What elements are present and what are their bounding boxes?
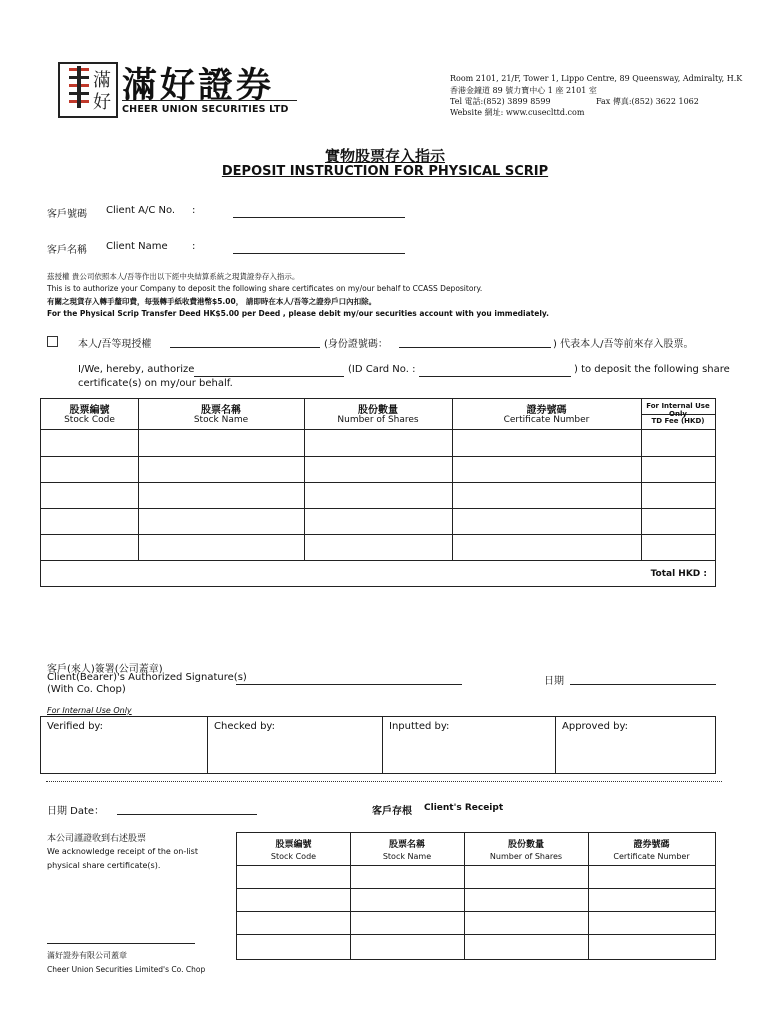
client-name-label-zh: 客戶名稱	[47, 245, 87, 256]
header-shares-en: Number of Shares	[337, 415, 419, 425]
total-hkd-label: Total HKD :	[650, 569, 707, 579]
internal-use-label: For Internal Use Only	[47, 706, 132, 715]
header-stock-name-en: Stock Name	[193, 415, 249, 425]
receipt-title-zh: 客戶存根	[372, 806, 412, 817]
client-name-field[interactable]	[233, 241, 405, 254]
declaration-en-line2: certificate(s) on my/our behalf.	[78, 378, 233, 389]
receipt-title-en: Client's Receipt	[424, 803, 504, 813]
receipt-ack-en1: We acknowledge receipt of the on-list	[47, 847, 198, 856]
signature-field[interactable]	[236, 672, 462, 685]
receipt-header-name-zh: 股票名稱	[388, 840, 425, 850]
receipt-header-shares-zh: 股份數量	[507, 840, 544, 850]
header-shares-zh: 股份數量	[358, 405, 398, 416]
authorized-person-field-en[interactable]	[194, 364, 344, 377]
header-cert-zh: 證券號碼	[526, 405, 567, 416]
website: Website 網址: www.cuseclttd.com	[450, 108, 585, 117]
declaration-en-end: ) to deposit the following share	[574, 364, 730, 375]
signature-chop-label: (With Co. Chop)	[47, 684, 126, 695]
receipt-date-field[interactable]	[117, 802, 257, 815]
tear-line	[46, 781, 722, 782]
company-logo-icon	[66, 64, 114, 114]
company-name-en: CHEER UNION SECURITIES LTD	[122, 104, 289, 115]
address-zh: 香港金鐘道 89 號力寶中心 1 座 2101 室	[450, 86, 597, 95]
internal-use-table	[40, 716, 716, 774]
signature-label-en: Client(Bearer)'s Authorized Signature(s)	[47, 672, 247, 683]
client-ac-colon: :	[192, 205, 196, 216]
header-stock-name-zh: 股票名稱	[201, 405, 241, 416]
title-en: DEPOSIT INSTRUCTION FOR PHYSICAL SCRIP	[221, 164, 549, 179]
receipt-ack-zh: 本公司謹證收到右述股票	[47, 834, 147, 844]
signature-date-label: 日期	[544, 676, 564, 687]
id-card-field-zh[interactable]	[399, 335, 551, 348]
declaration-en-id: (ID Card No. :	[348, 364, 416, 375]
title-zh: 實物股票存入指示	[324, 147, 445, 165]
receipt-header-code-zh: 股票編號	[275, 840, 312, 850]
company-chop-zh: 滿好證券有限公司蓋章	[47, 951, 127, 960]
declaration-zh-id: (身份證號碼：	[324, 339, 388, 350]
receipt-date-label: 日期 Date：	[47, 806, 105, 817]
auth-line1-zh: 茲授權 貴公司依照本人/吾等作出以下經中央結算系統之現貨證券存入指示。	[47, 272, 300, 281]
receipt-header-cert-en: Certificate Number	[613, 852, 690, 861]
receipt-header-code-en: Stock Code	[270, 852, 317, 861]
header-cert-en: Certificate Number	[503, 415, 590, 425]
header-stock-code-zh: 股票編號	[69, 405, 110, 416]
receipt-ack-en2: physical share certificate(s).	[47, 861, 161, 870]
receipt-header-cert-zh: 證券號碼	[633, 840, 670, 850]
client-name-label-en: Client Name	[106, 241, 168, 252]
header-stock-code-en: Stock Code	[64, 415, 115, 425]
company-name-zh: 滿好證券	[122, 65, 275, 106]
authorize-checkbox[interactable]	[47, 336, 58, 347]
header-internal-use: For Internal Use Only	[646, 402, 710, 418]
telephone: Tel 電話:(852) 3899 8599	[450, 97, 551, 106]
auth-line2-en: For the Physical Scrip Transfer Deed HK$5.00 per Deed , please debit my/our securities account with you immediately.	[47, 309, 549, 318]
authorized-person-field-zh[interactable]	[170, 335, 320, 348]
signature-date-field[interactable]	[570, 672, 716, 685]
svg-text:滿: 滿	[93, 70, 111, 91]
auth-line1-en: This is to authorize your Company to deposit the following share certificates on my/our behalf to CCASS Depository.	[47, 284, 483, 293]
client-ac-label-en: Client A/C No.	[106, 205, 176, 216]
company-chop-line[interactable]	[47, 943, 195, 944]
client-ac-label-zh: 客戶號碼	[47, 209, 87, 220]
approved-by-label: Approved by:	[562, 721, 629, 732]
declaration-zh-end: ) 代表本人/吾等前來存入股票。	[553, 339, 694, 350]
svg-text:好: 好	[93, 92, 111, 113]
signature-label-zh: 客戶(來人)簽署(公司蓋章)	[47, 664, 163, 675]
company-chop-en: Cheer Union Securities Limited's Co. Chop	[47, 965, 206, 974]
client-ac-field[interactable]	[233, 205, 405, 218]
receipt-table	[236, 832, 716, 960]
fax: Fax 傳真:(852) 3622 1062	[596, 97, 699, 106]
declaration-zh-start: 本人/吾等現授權	[78, 339, 152, 350]
client-name-colon: :	[192, 241, 196, 252]
checked-by-label: Checked by:	[214, 721, 275, 732]
auth-line2-zh: 有關之現貨存入轉手釐印費，每張轉手紙收費港幣$5.00， 請即時在本人/吾等之證券戶口內扣除。	[47, 297, 377, 306]
stock-table	[40, 398, 716, 587]
verified-by-label: Verified by:	[47, 721, 103, 732]
declaration-en-start: I/We, hereby, authorize	[78, 364, 195, 375]
address-en: Room 2101, 21/F, Tower 1, Lippo Centre, 89 Queensway, Admiralty, H.K	[450, 74, 743, 83]
logo-divider	[122, 100, 297, 101]
id-card-field-en[interactable]	[419, 364, 571, 377]
inputted-by-label: Inputted by:	[389, 721, 450, 732]
receipt-header-shares-en: Number of Shares	[489, 852, 563, 861]
header-td-fee: TD Fee (HKD)	[651, 417, 705, 425]
receipt-header-name-en: Stock Name	[382, 852, 432, 861]
